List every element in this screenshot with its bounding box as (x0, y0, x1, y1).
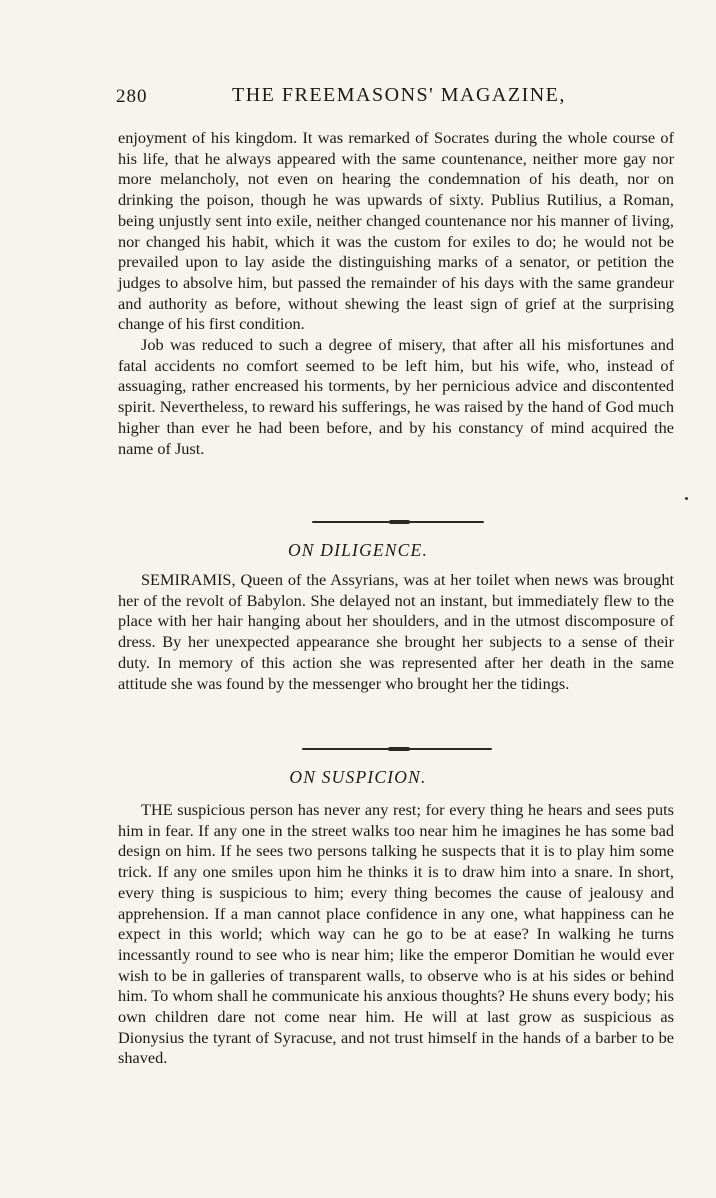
section-divider (302, 748, 492, 750)
suspicion-section (118, 800, 674, 1069)
running-head: THE FREEMASONS' MAGAZINE, (232, 84, 566, 106)
job-paragraph: Job was reduced to such a degree of misery, that after all his misfortunes and fatal accidents no comfort seemed to be left him, but his wife, who, instead of assuaging, rather encreased his torments, by her pernicious advice and discontented spirit. Nevertheless, to reward his sufferings, he was raised by the hand of God much higher than ever he had been before, and by his constancy of mind acquired the name of Just. (118, 335, 674, 458)
diligence-section (118, 570, 674, 694)
stray-mark (685, 497, 688, 500)
page-number: 280 (116, 86, 148, 107)
diligence-title: ON DILIGENCE. (287, 540, 429, 560)
suspicion-title: ON SUSPICION. (289, 767, 427, 787)
semiramis-paragraph: SEMIRAMIS, Queen of the Assyrians, was at her toilet when news was brought her of the revolt of Babylon. She delayed not an instant, but immediately flew to the place with her hair hanging about her shoulders, and in the utmost discomposure of dress. By her unexpected appearance she brought her subjects to a sense of their duty. In memory of this action she was represented after her death in the same attitude she was found by the messenger who brought her the tidings. (118, 570, 674, 693)
socrates-paragraph: enjoyment of his kingdom. It was remarked of Socrates during the whole course of his life, that he always appeared with the same countenance, neither more gay nor more melancholy, not even on hearing the condemnation of his death, nor on drinking the poison, though he was upwards of sixty. Publius Rutilius, a Roman, being unjustly sent into exile, neither changed countenance nor his manner of living, nor changed his habit, which it was the custom for exiles to do; he would not be prevailed upon to lay aside the distinguishing marks of a senator, or petition the judges to absolve him, but passed the remainder of his days with the same grandeur and authority as before, without shewing the least sign of grief at the surprising change of his first condition. (118, 128, 674, 334)
suspicion-paragraph: THE suspicious person has never any rest; for every thing he hears and sees puts him in fear. If any one in the street walks too near him he imagines he has some bad design on him. If he sees two persons talking he suspects that it is to play him some trick. If any one smiles upon him he thinks it is to draw him into a snare. In short, every thing is suspicious to him; every thing becomes the cause of jealousy and apprehension. If a man cannot place confidence in any one, what happiness can he expect in this world; which way can he go to be at ease? In walking he turns incessantly round to see who is near him; like the emperor Domitian he would ever wish to be in galleries of transparent walls, to observe who is at his sides or behind him. To whom shall he communicate his anxious thoughts? He shuns every body; his own children dare not come near him. He will at last grow as suspicious as Dionysius the tyrant of Syracuse, and not trust himself in the hands of a barber to be shaved. (118, 800, 674, 1068)
continuation-section (118, 128, 674, 459)
section-divider (312, 521, 484, 523)
page-header (116, 84, 676, 114)
